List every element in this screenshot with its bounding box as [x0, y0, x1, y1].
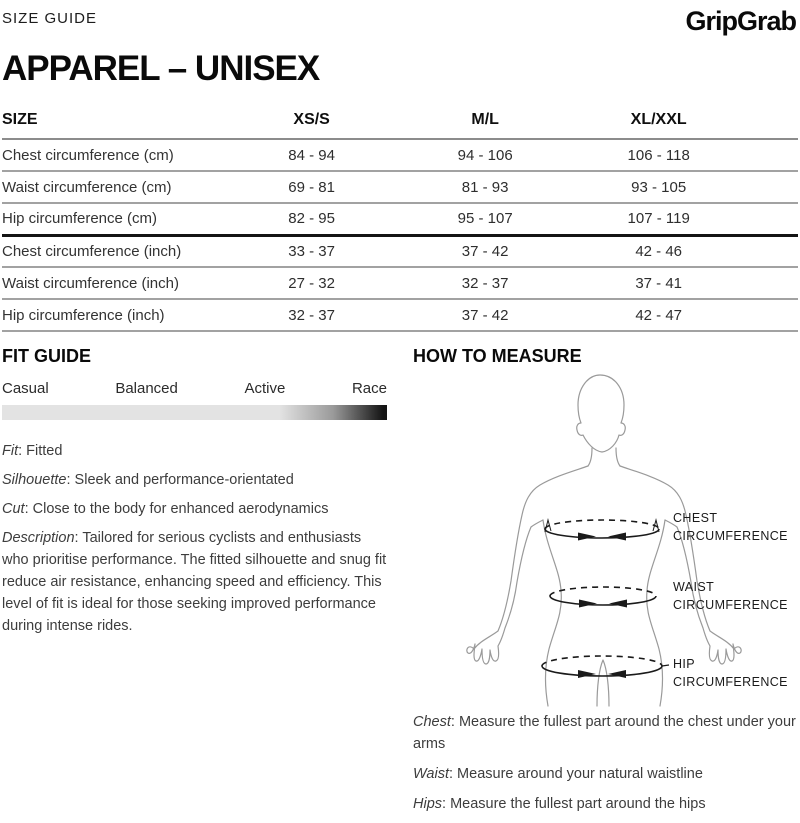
- cell-value: 27 - 32: [225, 267, 399, 299]
- scale-label-race: Race: [351, 380, 387, 397]
- attr-label: Fit: [2, 443, 19, 459]
- row-label: Waist circumference (cm): [2, 171, 225, 203]
- waist-arrows: [579, 600, 627, 608]
- attr-text: : Tailored for serious cyclists and enthusiasts who prioritise performance. The fitted silhouette and snug fit reduce air resistance, enhancing speed and efficiency. This level of fit is ideal for those seeking improved performance during intense rides.: [2, 530, 387, 634]
- how-to-measure-section: [413, 346, 798, 823]
- fit-attribute-fit: [2, 440, 387, 462]
- attr-text: : Measure around your natural waistline: [449, 766, 703, 782]
- column-header-spacer: [745, 107, 798, 139]
- waist-circumference-label: WAIST: [673, 580, 715, 594]
- chest-measurement-ring: [545, 520, 659, 538]
- fit-guide-section: [2, 346, 387, 823]
- attr-label: Silhouette: [2, 472, 67, 488]
- cell-value: 33 - 37: [225, 235, 399, 267]
- cell-value: 93 - 105: [572, 171, 746, 203]
- top-bar: [2, 8, 798, 35]
- column-header-m-l: M/L: [398, 107, 572, 139]
- scale-label-casual: Casual: [2, 380, 49, 397]
- attr-text: : Measure the fullest part around the hips: [442, 796, 706, 812]
- cell-value: 37 - 42: [398, 299, 572, 331]
- cell-value: 37 - 41: [572, 267, 746, 299]
- fit-attribute-description: [2, 527, 387, 637]
- fit-scale-labels: [2, 380, 387, 397]
- instruction-chest: [413, 711, 798, 755]
- chest-circumference-label: CHEST: [673, 511, 718, 525]
- attr-text: : Sleek and performance-orientated: [66, 472, 294, 488]
- fit-guide-heading: FIT GUIDE: [2, 346, 91, 366]
- scale-label-balanced: Balanced: [115, 380, 178, 397]
- table-row: [2, 203, 798, 235]
- instruction-waist: [413, 763, 798, 785]
- cell-value: 95 - 107: [398, 203, 572, 235]
- attr-label: Chest: [413, 714, 451, 730]
- page-eyebrow: SIZE GUIDE: [2, 10, 98, 27]
- column-header-xs-s: XS/S: [225, 107, 399, 139]
- cell-value: 82 - 95: [225, 203, 399, 235]
- chest-arrows: [578, 533, 626, 541]
- size-table: [2, 107, 798, 332]
- cell-value: 107 - 119: [572, 203, 746, 235]
- table-row: [2, 171, 798, 203]
- hip-circumference-label: HIP: [673, 657, 696, 671]
- cell-value: 32 - 37: [225, 299, 399, 331]
- cell-value: 81 - 93: [398, 171, 572, 203]
- attr-label: Cut: [2, 501, 25, 517]
- cell-value: 32 - 37: [398, 267, 572, 299]
- attr-text: : Fitted: [18, 443, 63, 459]
- table-row: [2, 235, 798, 267]
- table-row: [2, 299, 798, 331]
- cell-value: 69 - 81: [225, 171, 399, 203]
- measure-instructions: [413, 711, 798, 815]
- cell-value: 42 - 47: [572, 299, 746, 331]
- row-label: Chest circumference (cm): [2, 139, 225, 171]
- attr-label: Description: [2, 530, 75, 546]
- fit-attribute-cut: [2, 498, 387, 520]
- row-label: Waist circumference (inch): [2, 267, 225, 299]
- cell-value: 106 - 118: [572, 139, 746, 171]
- chest-circumference-label-2: CIRCUMFERENCE: [673, 529, 788, 543]
- cell-value: 37 - 42: [398, 235, 572, 267]
- attr-label: Hips: [413, 796, 443, 812]
- brand-logo: GripGrab: [685, 6, 796, 36]
- size-table-header-row: [2, 107, 798, 139]
- hip-circumference-label-2: CIRCUMFERENCE: [673, 675, 788, 689]
- cell-value: 84 - 94: [225, 139, 399, 171]
- fit-scale-gradient-bar: [2, 405, 387, 420]
- lower-section: [2, 346, 798, 823]
- attr-label: Waist: [413, 766, 449, 782]
- row-label: Chest circumference (inch): [2, 235, 225, 267]
- table-row: [2, 267, 798, 299]
- attr-text: : Measure the fullest part around the chest under your arms: [413, 714, 796, 752]
- fit-attribute-silhouette: [2, 469, 387, 491]
- how-to-measure-heading: HOW TO MEASURE: [413, 346, 582, 366]
- waist-circumference-label-2: CIRCUMFERENCE: [673, 598, 788, 612]
- waist-measurement-ring: [550, 587, 656, 605]
- cell-value: 94 - 106: [398, 139, 572, 171]
- fit-attributes: [2, 440, 387, 637]
- page-title: APPAREL – UNISEX: [2, 49, 320, 88]
- table-row: [2, 139, 798, 171]
- column-header-xl-xxl: XL/XXL: [572, 107, 746, 139]
- scale-label-active: Active: [244, 380, 286, 397]
- body-measurement-diagram: [427, 369, 799, 707]
- cell-value: 42 - 46: [572, 235, 746, 267]
- attr-text: : Close to the body for enhanced aerodynamics: [24, 501, 329, 517]
- column-header-size: SIZE: [2, 107, 225, 139]
- row-label: Hip circumference (inch): [2, 299, 225, 331]
- instruction-hips: [413, 793, 798, 815]
- row-label: Hip circumference (cm): [2, 203, 225, 235]
